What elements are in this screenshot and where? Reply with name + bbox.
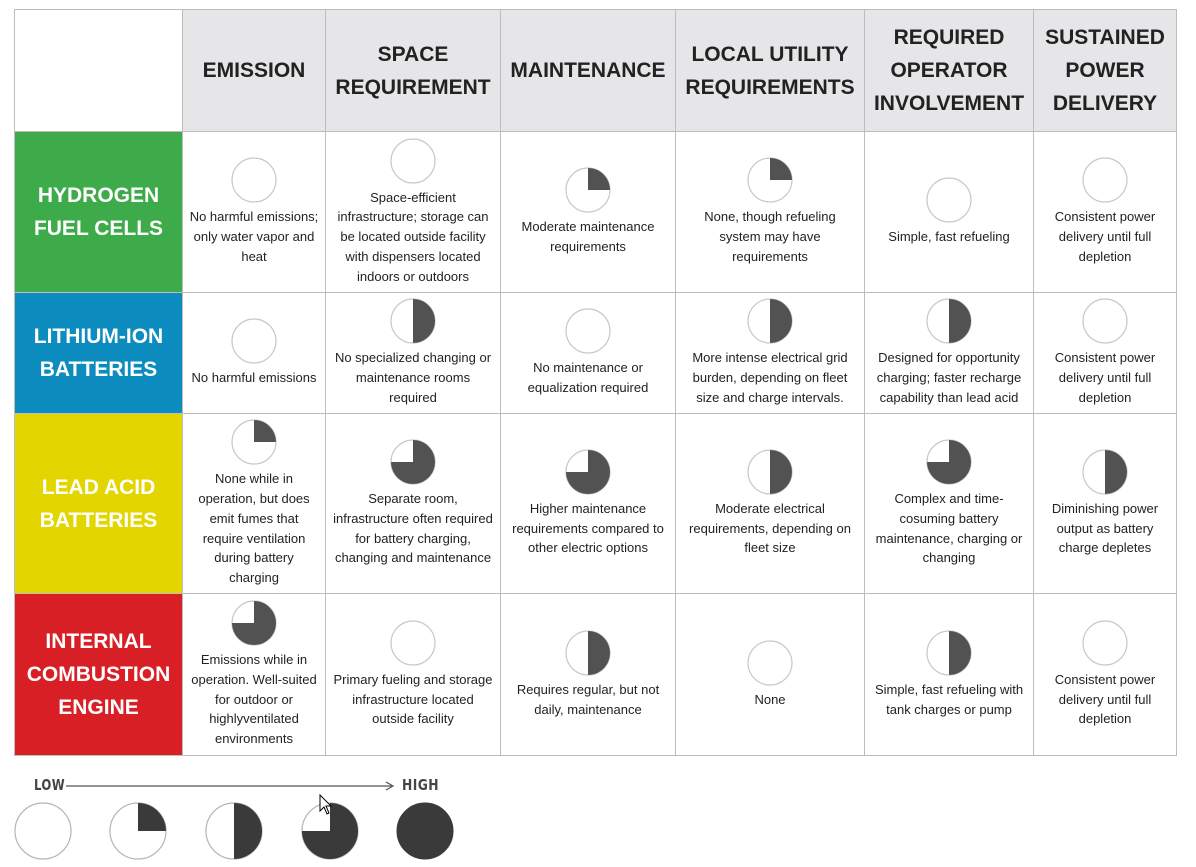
cell-text: Simple, fast refueling with tank charges or pump — [874, 681, 1024, 717]
column-header-space-requirement — [326, 10, 501, 132]
harvey-ball-icon — [1082, 298, 1128, 344]
cell-text: Consistent power delivery until full depletion — [1054, 671, 1156, 727]
table-cell — [501, 132, 676, 293]
harvey-fill — [588, 631, 610, 675]
harvey-outline — [232, 319, 276, 363]
table-cell — [501, 414, 676, 594]
harvey-ball-icon — [231, 419, 277, 465]
table-row — [15, 293, 1177, 414]
harvey-ball-icon — [1082, 157, 1128, 203]
cell-text: Moderate maintenance requirements — [521, 219, 655, 254]
harvey-outline — [566, 309, 610, 353]
cell-text: Simple, fast refueling — [888, 229, 1010, 245]
row-header-internal-combustion-engine — [15, 594, 183, 756]
header-row — [15, 10, 1177, 132]
harvey-fill — [254, 420, 276, 442]
harvey-fill — [413, 299, 435, 343]
cell-text: Consistent power delivery until full depletion — [1054, 209, 1156, 264]
harvey-ball-icon — [565, 449, 611, 495]
cell-text: No maintenance or equalization required — [527, 360, 649, 395]
column-header-label: SUSTAINED POWER DELIVERY — [1045, 26, 1165, 115]
cell-text: Emissions while in operation. Well-suited for outdoor or highlyventilated environments — [191, 652, 317, 747]
cell-text: Higher maintenance requirements compared to other electric options — [512, 500, 664, 556]
harvey-ball-icon — [1082, 620, 1128, 666]
legend-harvey-ball-icon — [14, 802, 72, 865]
harvey-outline — [927, 178, 971, 222]
table-cell — [676, 414, 865, 594]
harvey-fill — [770, 450, 792, 494]
harvey-fill — [588, 168, 610, 190]
cell-text: No harmful emissions — [191, 370, 317, 386]
column-header-sustained-power-delivery — [1034, 10, 1177, 132]
table-cell — [865, 132, 1034, 293]
harvey-ball-icon — [565, 308, 611, 354]
harvey-ball-icon — [747, 298, 793, 344]
row-header-label: INTERNAL COMBUSTION ENGINE — [26, 630, 171, 719]
harvey-ball-icon — [231, 600, 277, 646]
cell-text: Complex and time-cosuming battery maintenance, charging or changing — [875, 490, 1023, 566]
column-header-label: LOCAL UTILITY REQUIREMENTS — [685, 42, 855, 99]
table-cell — [1034, 293, 1177, 414]
column-header-maintenance: MAINTENANCE — [501, 10, 676, 132]
harvey-ball-icon — [565, 167, 611, 213]
table-cell — [676, 293, 865, 414]
harvey-ball-icon — [1082, 449, 1128, 495]
table-cell — [183, 132, 326, 293]
table-cell — [326, 132, 501, 293]
table-cell — [326, 594, 501, 756]
row-header-label: LEAD ACID BATTERIES — [39, 475, 158, 532]
harvey-ball-icon — [926, 177, 972, 223]
table-cell — [183, 414, 326, 594]
column-header-local-utility-requirements — [676, 10, 865, 132]
table-cell — [676, 132, 865, 293]
table-cell — [183, 594, 326, 756]
harvey-outline — [1083, 158, 1127, 202]
cell-text: Moderate electrical requirements, depending on fleet size — [689, 500, 851, 556]
harvey-fill — [397, 803, 453, 859]
harvey-outline — [15, 803, 71, 859]
cell-text: None — [754, 691, 786, 707]
table-row — [15, 594, 1177, 756]
harvey-ball-icon — [390, 298, 436, 344]
harvey-ball-icon — [926, 439, 972, 485]
row-header-label: LITHIUM-ION BATTERIES — [33, 325, 164, 381]
table-row — [15, 414, 1177, 594]
harvey-fill — [138, 803, 166, 831]
comparison-table — [14, 9, 1177, 756]
cell-text: Primary fueling and storage infrastructure located outside facility — [333, 671, 493, 727]
cell-text: Consistent power delivery until full depletion — [1054, 350, 1156, 405]
table-cell — [1034, 594, 1177, 756]
legend-arrow-icon — [66, 780, 402, 792]
harvey-outline — [1083, 299, 1127, 343]
legend-harvey-ball-icon — [396, 802, 454, 865]
legend-low-label: LOW — [34, 776, 66, 794]
corner-cell — [15, 10, 183, 132]
table-cell — [326, 414, 501, 594]
table-cell — [865, 293, 1034, 414]
harvey-ball-icon — [747, 157, 793, 203]
harvey-fill — [949, 631, 971, 675]
legend — [14, 776, 464, 864]
cell-text: No specialized changing or maintenance rooms required — [334, 350, 492, 405]
harvey-ball-icon — [926, 298, 972, 344]
harvey-outline — [391, 139, 435, 183]
column-header-required-operator-involvement — [865, 10, 1034, 132]
row-header-lithium-ion-batteries — [15, 293, 183, 414]
table-cell — [183, 293, 326, 414]
column-header-label: REQUIRED OPERATOR INVOLVEMENT — [873, 26, 1025, 115]
table-cell — [501, 594, 676, 756]
harvey-fill — [234, 803, 262, 859]
column-header-label: SPACE REQUIREMENT — [335, 42, 491, 99]
harvey-ball-icon — [926, 630, 972, 676]
table-cell — [501, 293, 676, 414]
cell-text: More intense electrical grid burden, depending on fleet size and charge intervals. — [692, 350, 848, 405]
harvey-ball-icon — [390, 138, 436, 184]
table-row — [15, 132, 1177, 293]
mouse-cursor-icon — [319, 794, 333, 816]
harvey-outline — [391, 621, 435, 665]
harvey-ball-icon — [390, 439, 436, 485]
harvey-outline — [748, 641, 792, 685]
row-header-label: HYDROGEN FUEL CELLS — [33, 184, 164, 240]
harvey-fill — [770, 158, 792, 180]
table-cell — [865, 594, 1034, 756]
cell-text: Space-efficient infrastructure; storage can be located outside facility with dispensers located indoors or outdoors — [337, 189, 489, 284]
cell-text: Designed for opportunity charging; faster recharge capability than lead acid — [876, 350, 1022, 405]
cell-text: None, though refueling system may have requirements — [704, 209, 836, 264]
row-header-lead-acid-batteries — [15, 414, 183, 594]
harvey-fill — [1105, 450, 1127, 494]
cell-text: Separate room, infrastructure often required for battery charging, changing and maintenance — [333, 490, 493, 566]
legend-high-label: HIGH — [402, 776, 439, 794]
harvey-fill — [949, 299, 971, 343]
table-cell — [1034, 132, 1177, 293]
table-cell — [865, 414, 1034, 594]
harvey-ball-icon — [390, 620, 436, 666]
harvey-ball-icon — [747, 449, 793, 495]
harvey-ball-icon — [565, 630, 611, 676]
cell-text: None while in operation, but does emit fumes that require ventilation during battery charging — [198, 471, 310, 586]
legend-harvey-ball-icon — [205, 802, 263, 865]
harvey-ball-icon — [747, 640, 793, 686]
cell-text: Diminishing power output as battery charge depletes — [1051, 500, 1159, 556]
harvey-ball-icon — [231, 318, 277, 364]
cell-text: Requires regular, but not daily, maintenance — [516, 681, 660, 717]
column-header-emission: EMISSION — [183, 10, 326, 132]
table-cell — [1034, 414, 1177, 594]
harvey-outline — [1083, 621, 1127, 665]
harvey-outline — [232, 158, 276, 202]
harvey-ball-icon — [231, 157, 277, 203]
table-cell — [326, 293, 501, 414]
row-header-hydrogen-fuel-cells — [15, 132, 183, 293]
harvey-fill — [770, 299, 792, 343]
table-cell — [676, 594, 865, 756]
cell-text: No harmful emissions; only water vapor and heat — [189, 209, 319, 264]
legend-harvey-ball-icon — [109, 802, 167, 865]
